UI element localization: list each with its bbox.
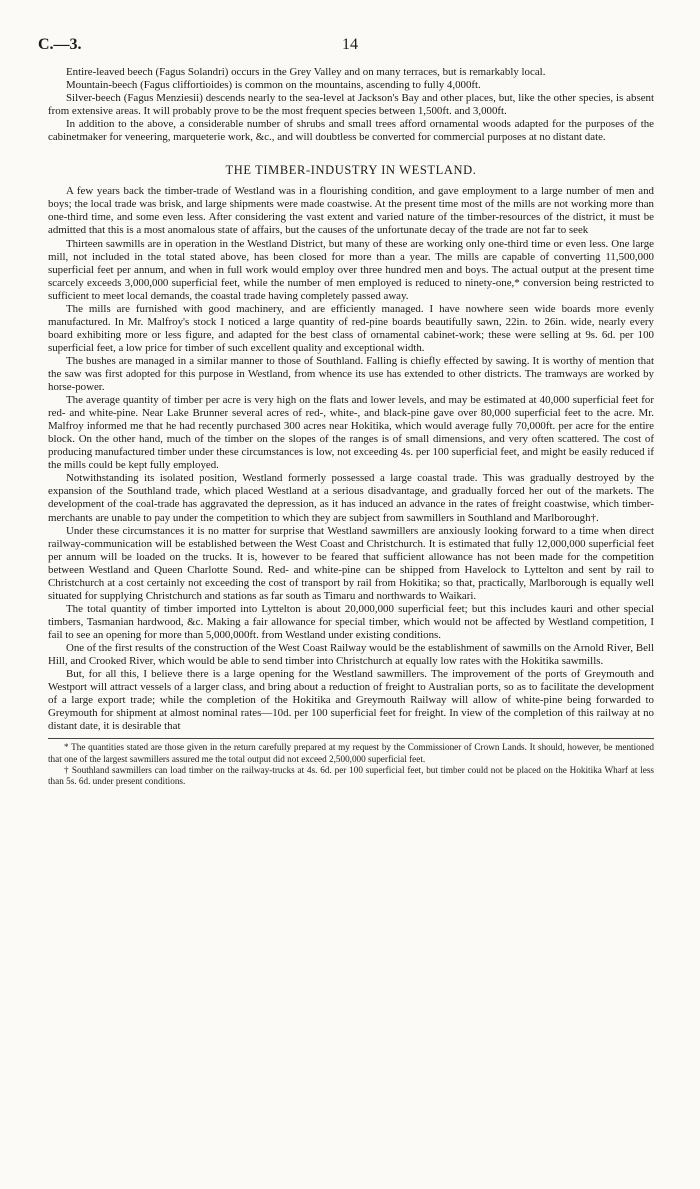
paragraph: Silver-beech (Fagus Menziesii) descends nearly to the sea-level at Jackson's Bay and other places, but, like the other species, is absent from extensive areas. It will probably prove to be the most frequent species between 1,500ft. and 3,000ft.: [48, 92, 654, 118]
paragraph: One of the first results of the construction of the West Coast Railway would be the establishment of sawmills on the Arnold River, Bell Hill, and Crooked River, which would be able to send timber into Christchurch at equally low rates with the Hokitika sawmills.: [48, 641, 654, 668]
paragraph: Under these circumstances it is no matter for surprise that Westland sawmillers are anxiously looking forward to a time when direct railway-communication will be established between the West Coast and Christchurch. It is estimated that fully 12,000,000 superficial feet per annum will be loaded on the trucks. It is, however to be feared that sufficient allowance has not been made for the competition between Westland and Queen Charlotte Sound. Red- and white-pine can be shipped from Havelock to Lyttelton and sent by rail to Christchurch at a cost certainly not exceeding the cost of transport by rail from Hokitika; so that, practically, Marlborough is equally well situated for supplying Christchurch and stations as far south as Timaru and northwards to Waikari.: [48, 524, 654, 602]
paragraph: The total quantity of timber imported into Lyttelton is about 20,000,000 superficial feet; but this includes kauri and other special timbers, Tasmanian hardwood, &c. Making a fair allowance for special timber, which would not be affected by Westland competition, I fail to see an opening for more than 5,000,000ft. from Westland under existing conditions.: [48, 602, 654, 641]
footnotes: [48, 738, 654, 787]
section-heading: THE TIMBER-INDUSTRY IN WESTLAND.: [225, 163, 477, 178]
page-header: [38, 36, 662, 56]
paragraph: The mills are furnished with good machinery, and are efficiently managed. I have nowhere seen wide boards more evenly manufactured. In Mr. Malfroy's stock I noticed a large quantity of red-pine boards beautifully sawn, 22in. to 26in. wide, nearly every board exhibiting more or less figure, and adapted for the best class of ornamental cabinet-work; these were selling at 9s. 6d. per 100 superficial feet, a low price for timber of such excellent quality and exceptional width.: [48, 302, 654, 354]
page-number: 14: [342, 36, 358, 53]
paragraph: Entire-leaved beech (Fagus Solandri) occurs in the Grey Valley and on many terraces, but is remarkably local.: [66, 66, 546, 78]
paragraph: Notwithstanding its isolated position, Westland formerly possessed a large coastal trade. This was gradually destroyed by the expansion of the Southland trade, which placed Westland at a serious disadvantage, and gradually forced her out of the markets. The development of the coal-trade has aggravated the depression, as it has induced an advance in the rates of freight coastwise, which timber-merchants are unable to pay under the competition to which they are subject from sawmillers in Southland and Marlborough†.: [48, 472, 654, 524]
paragraph: Mountain-beech (Fagus cliffortioides) is common on the mountains, ascending to fully 4,000ft.: [66, 79, 481, 92]
report-code: C.—3.: [38, 36, 82, 53]
paragraph: But, for all this, I believe there is a large opening for the Westland sawmillers. The improvement of the ports of Greymouth and Westport will attract vessels of a larger class, and bring about a reduction of freight to Australian ports, so as to facilitate the development of a large export trade; while the completion of the Hokitika and Greymouth Railway will allow of white-pine being forwarded to Greymouth for shipment at almost nominal rates—10d. per 100 superficial feet for freight. In view of the completion of this railway at no distant date, it is desirable that: [48, 668, 654, 733]
paragraph: A few years back the timber-trade of Westland was in a flourishing condition, and gave employment to a large number of men and boys; the local trade was brisk, and large shipments were made coastwise. At the present time most of the mills are not working more than one-third time, and some even less. After considering the vast extent and varied nature of the timber-resources of the district, it must be admitted that this is a most anomalous state of affairs, but the causes of the unfortunate decay of the trade are not far to seek: [48, 185, 654, 237]
page-body: [48, 66, 654, 787]
footnote: * The quantities stated are those given in the return carefully prepared at my request by the Commissioner of Crown Lands. It should, however, be mentioned that one of the largest sawmillers assured me the total output did not exceed 2,500,000 superficial feet.: [48, 742, 654, 764]
paragraph: In addition to the above, a considerable number of shrubs and small trees afford ornamental woods adapted for the purposes of the cabinetmaker for veneering, marqueterie work, &c., and will doubtless be converted for commercial purposes at no distant date.: [48, 118, 654, 144]
paragraph: The average quantity of timber per acre is very high on the flats and lower levels, and may be estimated at 40,000 superficial feet for red- and white-pine. Near Lake Brunner several acres of red-, white-, and black-pine gave over 80,000 superficial feet to the acre. Mr. Malfroy informed me that he had recently purchased 300 acres near Hokitika, which would average fully 70,000ft. per acre for the entire block. On the other hand, much of the timber on the slopes of the ranges is of small dimensions, and very often scattered. The cost of producing manufactured timber under these circumstances is low, not exceeding 4s. per 100 superficial feet, and might be easily reduced if the mills could be kept fully employed.: [48, 394, 654, 472]
footnote: † Southland sawmillers can load timber on the railway-trucks at 4s. 6d. per 100 superficial feet, but timber could not be placed on the Hokitika Wharf at less than 5s. 6d. under present conditions.: [48, 764, 654, 786]
paragraph: The bushes are managed in a similar manner to those of Southland. Falling is chiefly effected by sawing. It is worthy of mention that the saw was first adopted for this purpose in Westland, from whence its use has extended to other districts. The tramways are worked by horse-power.: [48, 354, 654, 394]
paragraph: Thirteen sawmills are in operation in the Westland District, but many of these are working only one-third time or even less. One large mill, not included in the total stated above, has been closed for more than a year. The mills are capable of converting 11,500,000 superficial feet per annum, and when in full work would employ over three hundred men and boys. The actual output at the present time scarcely exceeds 3,000,000 superficial feet, while the number of men employed is reduced to ninety-one,* conversion being restricted to sufficient to meet local demands, the coastal trade having completely passed away.: [48, 237, 654, 302]
